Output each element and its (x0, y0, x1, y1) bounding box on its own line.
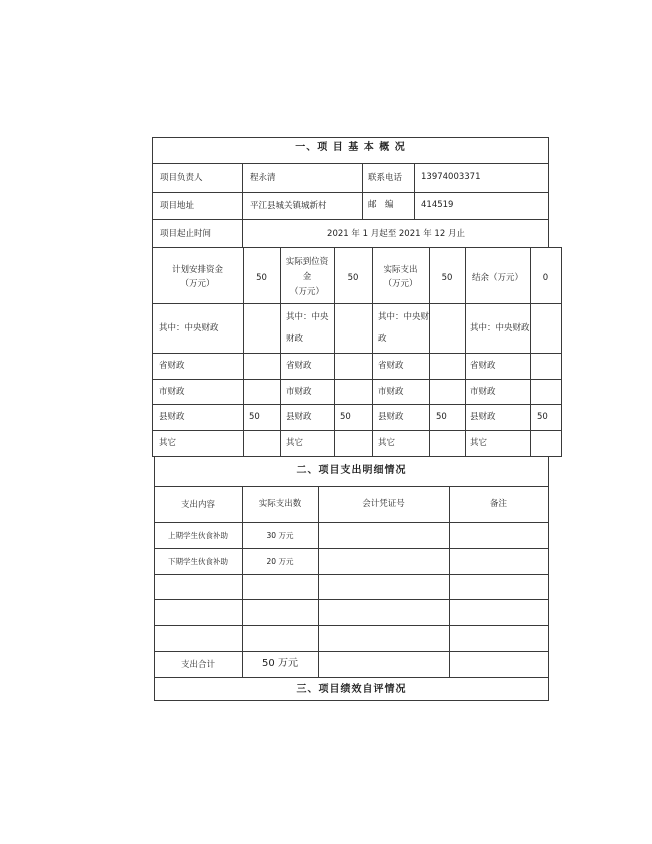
border-right-s2 (548, 457, 549, 701)
label-period: 项目起止时间 (160, 229, 212, 239)
label-postcode: 邮 编 (368, 200, 394, 210)
label-central-a: 其中：中央财政 (159, 323, 219, 333)
row2-content: 下期学生伙食补助 (168, 557, 228, 566)
label-county-3: 县财政 (378, 412, 404, 422)
label-province-2: 省财政 (286, 361, 312, 371)
label-city-2: 市财政 (286, 387, 312, 397)
rule (154, 599, 549, 600)
value-balance: 0 (542, 273, 549, 283)
value-actual: 50 (347, 273, 359, 283)
label-central-c1: 其中：中央财 (378, 312, 430, 322)
rule (154, 625, 549, 626)
label-county-2: 县财政 (286, 412, 312, 422)
rule (152, 379, 562, 380)
rule-v (414, 163, 415, 219)
label-province-3: 省财政 (378, 361, 404, 371)
rule (152, 303, 562, 304)
border-right-bottom (561, 247, 562, 457)
label-actual-3: （万元） (289, 287, 324, 297)
label-balance: 结余（万元） (471, 273, 523, 283)
value-county-2: 50 (340, 412, 351, 422)
rule (152, 247, 562, 248)
label-other-1: 其它 (159, 438, 177, 448)
header-remark: 备注 (489, 499, 507, 509)
label-actual-2: 金 (302, 272, 312, 282)
value-county-3: 50 (436, 412, 447, 422)
rule (152, 163, 549, 164)
row2-amount: 20 万元 (266, 557, 294, 566)
rule (154, 574, 549, 575)
label-central-d: 其中：中央财政 (470, 323, 530, 333)
rule-v (242, 486, 243, 677)
value-postcode: 414519 (421, 200, 454, 210)
rule-v (362, 163, 363, 219)
rule (154, 486, 549, 487)
rule (154, 651, 549, 652)
header-content: 支出内容 (180, 500, 215, 510)
total-value: 50 万元 (262, 658, 298, 669)
label-spend-1: 实际支出 (383, 265, 418, 275)
label-central-b2: 财政 (286, 334, 304, 344)
rule (152, 456, 562, 457)
label-leader: 项目负责人 (160, 173, 203, 183)
header-amount: 实际支出数 (258, 499, 302, 509)
value-county-4: 50 (537, 412, 548, 422)
rule (154, 522, 549, 523)
header-voucher: 会计凭证号 (362, 499, 405, 509)
rule (152, 137, 549, 138)
section2-title: 二、项目支出明细情况 (296, 465, 407, 476)
border-left (152, 137, 153, 457)
label-central-c2: 政 (378, 334, 387, 344)
label-phone: 联系电话 (368, 173, 403, 183)
value-phone: 13974003371 (421, 172, 481, 182)
rule (152, 192, 549, 193)
value-leader: 程永清 (250, 173, 276, 183)
label-address: 项目地址 (160, 201, 195, 211)
value-spend: 50 (441, 273, 453, 283)
label-city-3: 市财政 (378, 387, 404, 397)
row1-amount: 30 万元 (266, 531, 294, 540)
row1-content: 上期学生伙食补助 (168, 531, 228, 540)
label-other-4: 其它 (470, 438, 488, 448)
value-plan: 50 (256, 273, 267, 283)
label-actual-1: 实际到位资 (285, 257, 329, 267)
section3-title: 三、项目绩效自评情况 (296, 684, 407, 695)
rule (152, 404, 562, 405)
section1-title: 一、项 目 基 本 概 况 (295, 142, 406, 153)
value-county-1: 50 (249, 412, 260, 422)
rule (154, 677, 549, 678)
label-county-4: 县财政 (470, 412, 496, 422)
label-other-3: 其它 (378, 438, 396, 448)
rule-v (449, 486, 450, 677)
value-address: 平江县城关镇城新村 (250, 201, 327, 211)
label-other-2: 其它 (286, 438, 304, 448)
rule (154, 700, 549, 701)
label-plan-1: 计划安排资金 (171, 265, 223, 275)
label-spend-2: （万元） (383, 279, 418, 289)
label-central-b1: 其中：中央 (286, 312, 329, 322)
rule (154, 548, 549, 549)
value-period: 2021 年 1 月起至 2021 年 12 月止 (327, 229, 465, 239)
total-label: 支出合计 (180, 660, 215, 670)
rule (152, 353, 562, 354)
label-city-1: 市财政 (159, 387, 185, 397)
label-province-1: 省财政 (159, 361, 185, 371)
rule-v (318, 486, 319, 677)
label-province-4: 省财政 (470, 361, 496, 371)
rule (152, 219, 549, 220)
label-plan-2: （万元） (180, 279, 215, 289)
rule (152, 430, 562, 431)
label-county-1: 县财政 (159, 412, 185, 422)
label-city-4: 市财政 (470, 387, 496, 397)
